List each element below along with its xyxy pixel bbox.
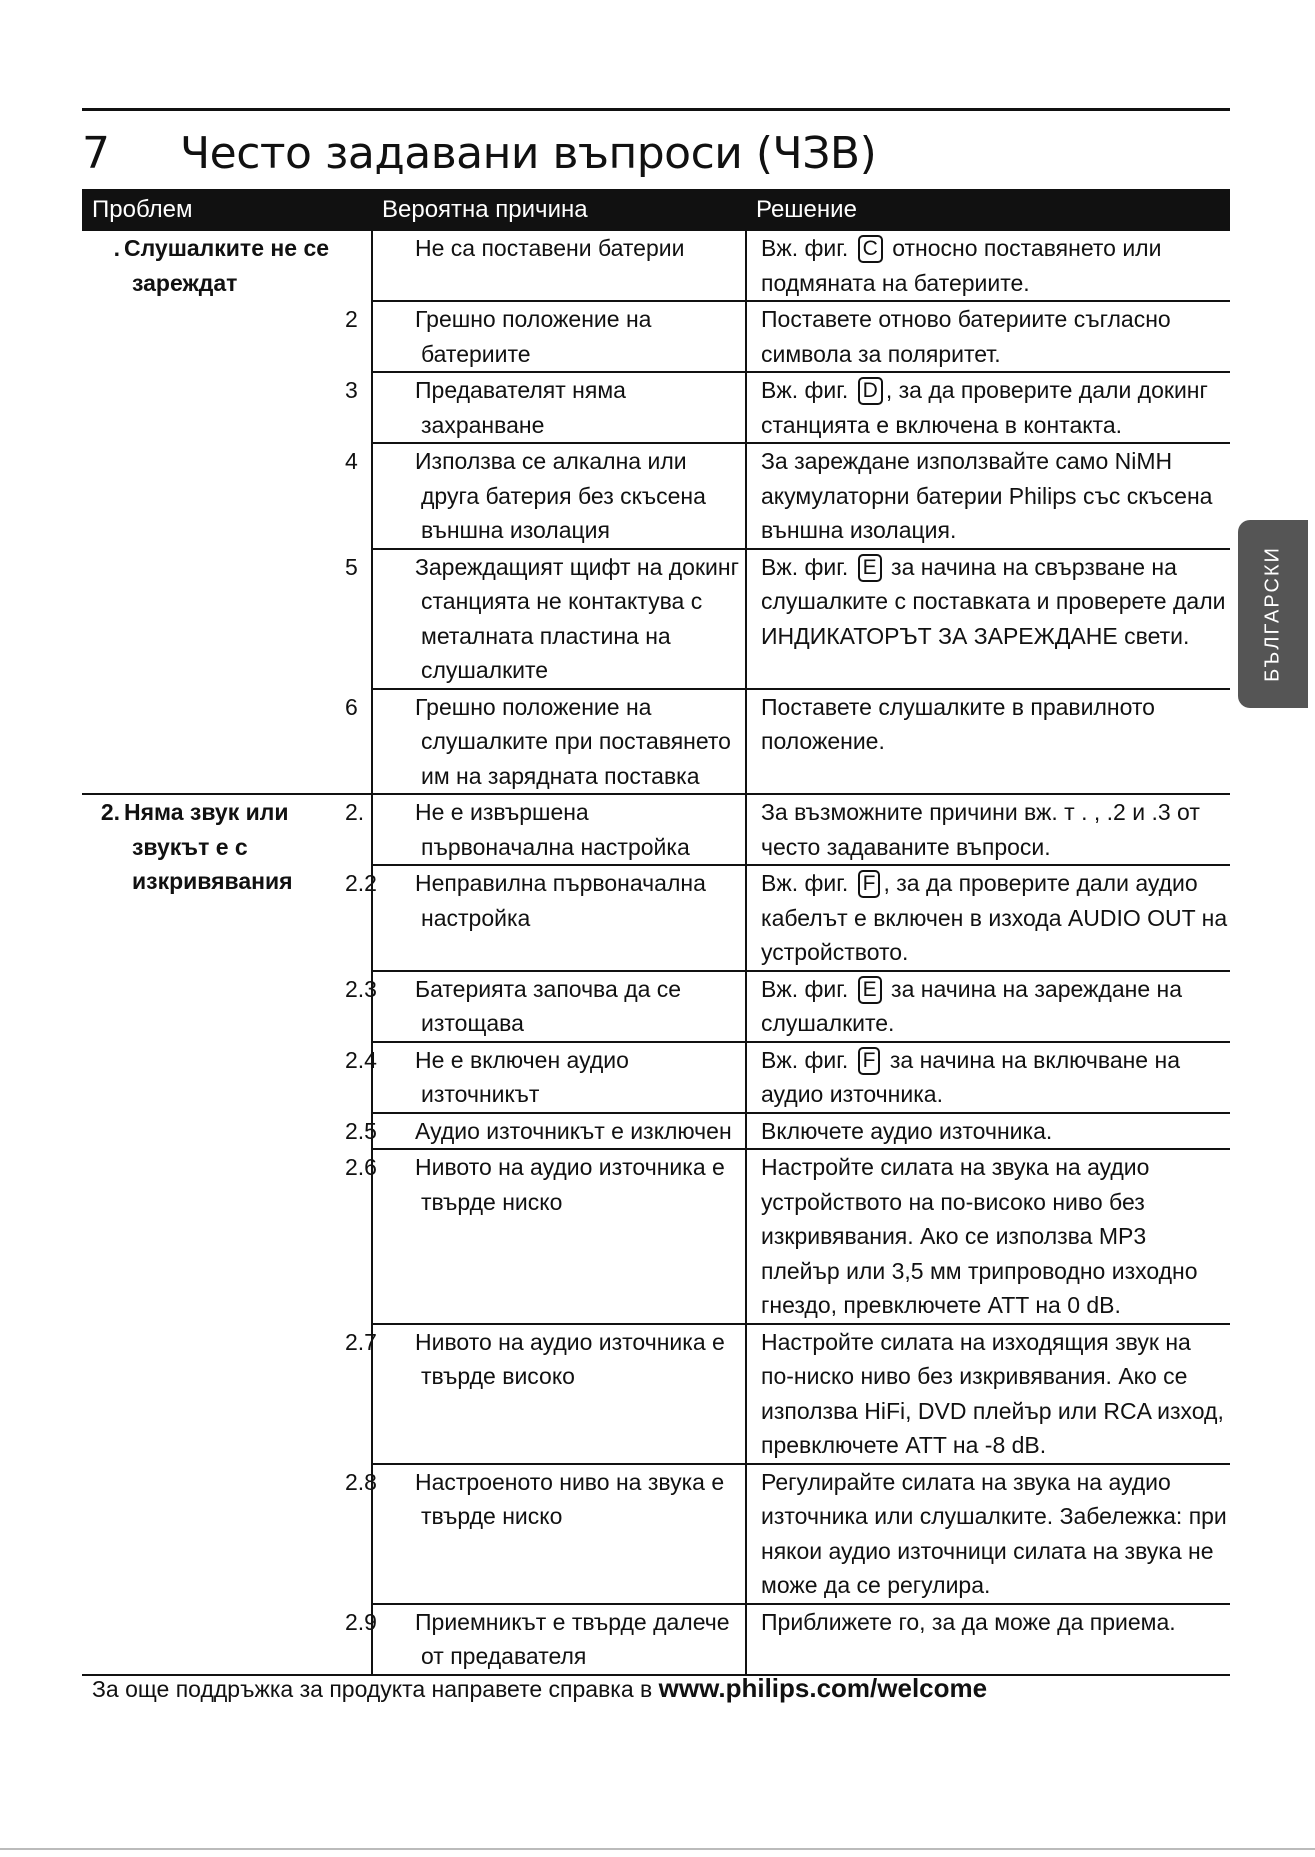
cause-number: 5 xyxy=(345,553,358,580)
problem-text xyxy=(92,795,363,899)
solution-text: За зареждане използвайте само NiMH акумулаторни батерии Philips със скъсена външна изолация. xyxy=(761,448,1213,543)
language-tab xyxy=(1238,520,1308,708)
solution-text: Вж. фиг. xyxy=(761,870,855,896)
cause-number: 2. xyxy=(345,799,365,825)
solution-text: Вж. фиг. xyxy=(761,377,855,403)
solution-cell xyxy=(746,1042,1230,1113)
cause-number: 2.8 xyxy=(345,1468,377,1495)
cause-cell xyxy=(345,794,746,865)
cause-text xyxy=(345,795,739,864)
cause-number: 2 xyxy=(345,306,358,332)
top-rule xyxy=(82,108,1230,111)
cause-label: Предавателят няма захранване xyxy=(415,377,626,438)
cause-cell xyxy=(345,1324,746,1464)
cause-number: 3 xyxy=(345,377,358,403)
cause-label: Батерията започва да се изтощава xyxy=(415,975,682,1036)
solution-cell xyxy=(746,865,1230,971)
cause-label: Зареждащият щифт на докинг станцията не контактува с металната пластина на слушалките xyxy=(415,553,739,683)
table-body xyxy=(82,231,1230,1675)
problem-text xyxy=(92,231,363,300)
figure-reference: E xyxy=(858,554,882,582)
cause-label: Не е извършена първоначална настройка xyxy=(415,799,690,860)
cause-number: 2.3 xyxy=(345,975,377,1002)
cause-label: Не са поставени батерии xyxy=(415,235,685,261)
cause-number: 2.2 xyxy=(345,870,377,896)
problem-label: Няма звук или звукът е с изкривявания xyxy=(124,799,293,894)
solution-text: Вж. фиг. xyxy=(761,553,855,580)
solution-cell xyxy=(746,372,1230,443)
solution-cell xyxy=(746,1604,1230,1675)
problem-number: . xyxy=(113,235,120,261)
cause-cell xyxy=(345,549,746,689)
cause-cell xyxy=(345,865,746,971)
solution-text: Настройте силата на звука на аудио устройството на по-високо ниво без изкривявания. Ако се използва MP3 плейър или 3,5 мм трипроводно изходно гнездо, превключете ATT на 0 dB. xyxy=(761,1154,1198,1318)
chapter-heading xyxy=(82,128,876,179)
header-problem: Проблем xyxy=(82,189,372,231)
figure-reference: D xyxy=(858,377,883,405)
solution-text: Вж. фиг. xyxy=(761,975,855,1002)
figure-reference: C xyxy=(858,235,883,263)
solution-text: Вж. фиг. xyxy=(761,235,855,261)
solution-cell xyxy=(746,794,1230,865)
cause-text xyxy=(345,866,739,935)
support-footer xyxy=(92,1673,987,1704)
header-solution: Решение xyxy=(746,189,1230,231)
chapter-title: Често задавани въпроси (ЧЗВ) xyxy=(180,128,877,179)
language-tab-label: БЪЛГАРСКИ xyxy=(1261,546,1284,682)
problem-label: Слушалките не се зареждат xyxy=(124,235,330,296)
solution-cell xyxy=(746,1113,1230,1150)
cause-number: 6 xyxy=(345,693,358,720)
cause-number: 2.6 xyxy=(345,1154,377,1180)
cause-number: 4 xyxy=(345,448,358,474)
solution-text: , за да проверите дали докинг станцията е включена в контакта. xyxy=(761,377,1208,438)
cause-text xyxy=(345,1150,739,1219)
solution-cell xyxy=(746,231,1230,301)
cause-text xyxy=(345,1325,739,1394)
solution-cell xyxy=(746,301,1230,372)
solution-cell xyxy=(746,971,1230,1042)
cause-number: 2.7 xyxy=(345,1328,377,1355)
problem-number: 2. xyxy=(100,799,120,825)
cause-text xyxy=(345,302,739,371)
cause-text xyxy=(345,550,739,688)
support-link[interactable]: www.philips.com/welcome xyxy=(658,1673,988,1703)
figure-reference: E xyxy=(858,976,882,1004)
cause-text xyxy=(345,690,739,794)
cause-label: Не е включен аудио източникът xyxy=(415,1046,629,1107)
solution-cell xyxy=(746,1324,1230,1464)
solution-text: за начина на зареждане на слушалките. xyxy=(761,975,1182,1036)
cause-cell xyxy=(345,1042,746,1113)
solution-cell xyxy=(746,443,1230,549)
cause-cell xyxy=(345,971,746,1042)
problem-cell xyxy=(82,794,372,1675)
solution-text: Поставете отново батериите съгласно символа за поляритет. xyxy=(761,306,1171,367)
solution-text: относно поставянето или подмяната на батериите. xyxy=(761,235,1162,296)
footer-text: За още поддръжка за продукта направете справка в xyxy=(92,1676,659,1702)
table-header-row xyxy=(82,189,1230,231)
solution-text: Вж. фиг. xyxy=(761,1046,855,1073)
cause-label: Нивото на аудио източника е твърде високо xyxy=(415,1328,725,1389)
problem-cell xyxy=(82,231,372,794)
solution-text: Приближете го, за да може да приема. xyxy=(761,1608,1176,1635)
cause-cell xyxy=(345,372,746,443)
cause-text xyxy=(345,1043,739,1112)
cause-cell xyxy=(345,301,746,372)
cause-cell xyxy=(345,443,746,549)
solution-text: За възможните причини вж. т . , .2 и .3 от често задаваните въпроси. xyxy=(761,799,1200,860)
cause-text xyxy=(345,1465,739,1534)
cause-label: Настроеното ниво на звука е твърде ниско xyxy=(415,1468,725,1529)
cause-number: 2.9 xyxy=(345,1608,377,1635)
figure-reference: F xyxy=(858,870,881,898)
cause-cell xyxy=(345,1464,746,1604)
solution-cell xyxy=(746,1464,1230,1604)
cause-cell xyxy=(345,1149,746,1324)
solution-cell xyxy=(746,549,1230,689)
cause-text xyxy=(345,1114,739,1149)
solution-text: Регулирайте силата на звука на аудио източника или слушалките. Забележка: при някои аудио източници силата на звука не може да се регулира. xyxy=(761,1468,1227,1598)
table-row xyxy=(82,794,1230,865)
chapter-number: 7 xyxy=(82,128,110,179)
solution-text: Включете аудио източника. xyxy=(761,1117,1053,1144)
cause-cell xyxy=(345,1604,746,1675)
cause-cell xyxy=(345,1113,746,1150)
figure-reference: F xyxy=(858,1047,881,1075)
header-cause: Вероятна причина xyxy=(372,189,746,231)
solution-cell xyxy=(746,689,1230,795)
solution-cell xyxy=(746,1149,1230,1324)
table-row xyxy=(82,231,1230,301)
cause-label: Грешно положение на батериите xyxy=(415,306,652,367)
solution-text: Настройте силата на изходящия звук на по-ниско ниво без изкривявания. Ако се използва HiFi, DVD плейър или RCA изход, превключете ATT на -8 dB. xyxy=(761,1328,1224,1458)
cause-label: Приемникът е твърде далече от предавателя xyxy=(415,1608,730,1669)
cause-label: Аудио източникът е изключен xyxy=(415,1117,732,1144)
cause-cell xyxy=(372,231,746,301)
cause-text xyxy=(345,1605,739,1674)
cause-number: 2.4 xyxy=(345,1046,377,1073)
cause-text xyxy=(345,972,739,1041)
cause-number: 2.5 xyxy=(345,1117,377,1144)
cause-label: Нивото на аудио източника е твърде ниско xyxy=(415,1154,725,1215)
cause-label: Неправилна първоначална настройка xyxy=(415,870,706,931)
solution-text: , за да проверите дали аудио кабелът е включен в изхода AUDIO OUT на устройството. xyxy=(761,870,1228,965)
solution-text: за начина на включване на аудио източника. xyxy=(761,1046,1180,1107)
cause-text xyxy=(345,444,739,548)
solution-text: за начина на свързване на слушалките с поставката и проверете дали ИНДИКАТОРЪТ ЗА ЗАРЕЖДАНЕ свети. xyxy=(761,553,1226,649)
cause-label: Използва се алкална или друга батерия без скъсена външна изолация xyxy=(415,448,706,543)
page-bottom-rule xyxy=(0,1848,1315,1850)
cause-text xyxy=(345,373,739,442)
solution-text: Поставете слушалките в правилното положение. xyxy=(761,693,1155,754)
cause-cell xyxy=(345,689,746,795)
faq-table xyxy=(82,189,1230,1676)
cause-text xyxy=(383,231,739,266)
cause-label: Грешно положение на слушалките при поставянето им на зарядната поставка xyxy=(415,693,731,789)
